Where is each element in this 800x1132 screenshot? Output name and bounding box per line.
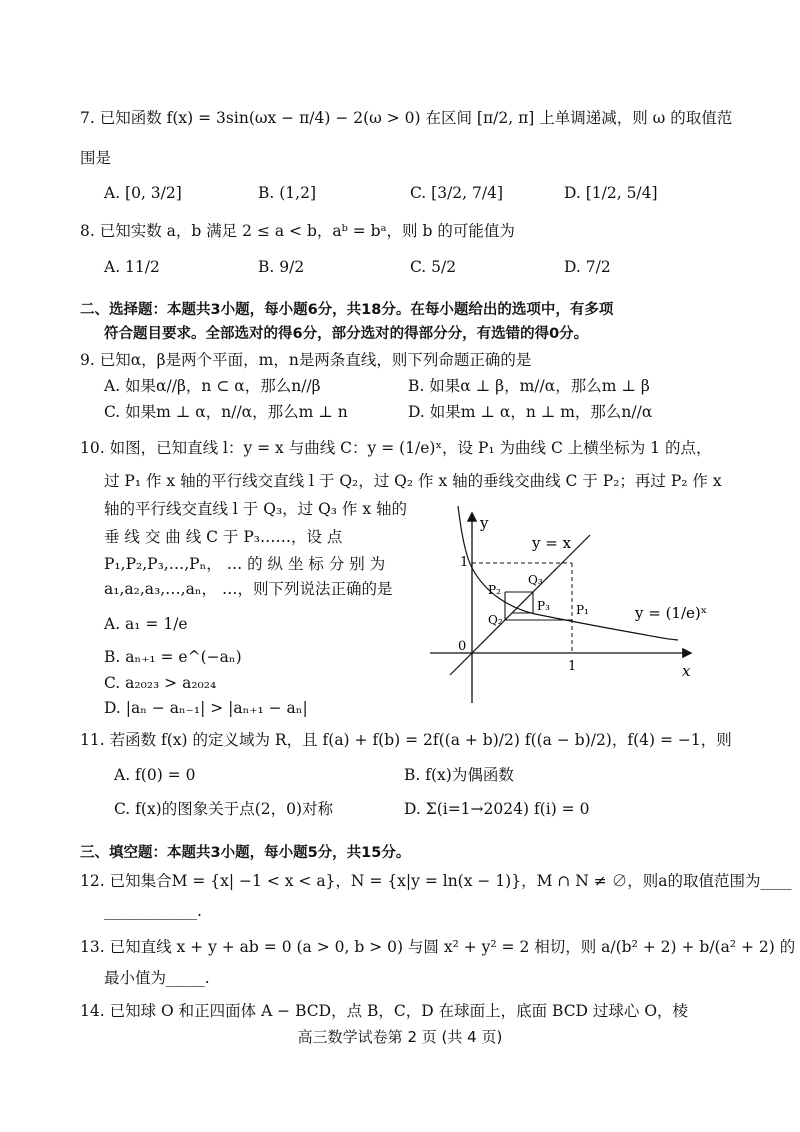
q8-option-d: D. 7/2 (564, 258, 611, 276)
q11-option-a: A. f(0) = 0 (114, 766, 196, 784)
q10-stem-line3: 轴的平行线交直线 l 于 Q₃，过 Q₃ 作 x 轴的 (104, 500, 408, 518)
q10-stem-line5: P₁,P₂,P₃,…,Pₙ， … 的 纵 坐 标 分 别 为 (104, 555, 386, 573)
q7-option-c: C. [3/2, 7/4] (410, 184, 503, 202)
q8-stem: 8. 已知实数 a，b 满足 2 ≤ a < b，aᵇ = bᵃ，则 b 的可能值为 (80, 222, 515, 240)
q10-stem-line2: 过 P₁ 作 x 轴的平行线交直线 l 于 Q₂，过 Q₂ 作 x 轴的垂线交曲线 C 于 P₂；再过 P₂ 作 x (104, 472, 722, 490)
y-axis-label: y (480, 514, 489, 532)
label-p2: P₂ (488, 583, 501, 597)
q13-stem: 13. 已知直线 x + y + ab = 0 (a > 0, b > 0) 与圆 x² + y² = 2 相切，则 a/(b² + 2) + b/(a² + 2) 的 (80, 938, 796, 956)
q11-stem: 11. 若函数 f(x) 的定义域为 R，且 f(a) + f(b) = 2f((a + b)/2) f((a − b)/2)，f(4) = −1，则 (80, 731, 732, 749)
x-axis-label: x (682, 662, 691, 680)
q9-option-c: C. 如果m ⊥ α，n//α，那么m ⊥ n (104, 403, 348, 421)
q12-stem: 12. 已知集合M = {x| −1 < x < a}，N = {x|y = ln(x − 1)}，M ∩ N ≠ ∅，则a的取值范围为____ (80, 872, 792, 890)
q7-option-d: D. [1/2, 5/4] (564, 184, 658, 202)
q7-stem-cont: 围是 (80, 149, 112, 167)
q9-option-b: B. 如果α ⊥ β，m//α，那么m ⊥ β (408, 377, 650, 395)
q10-figure (420, 498, 710, 710)
label-p3: P₃ (537, 599, 550, 613)
line-label: y = x (532, 534, 572, 552)
q9-option-a: A. 如果α//β，n ⊂ α，那么n//β (104, 377, 321, 395)
tick-x-1: 1 (568, 659, 577, 674)
q8-option-a: A. 11/2 (104, 258, 160, 276)
q7-stem: 7. 已知函数 f(x) = 3sin(ωx − π/4) − 2(ω > 0) 在区间 [π/2, π] 上单调递减，则 ω 的取值范 (80, 109, 733, 127)
tick-y-1: 1 (460, 555, 469, 570)
q10-stem-line4: 垂 线 交 曲 线 C 于 P₃……，设 点 (104, 528, 343, 546)
q11-option-d: D. Σ(i=1→2024) f(i) = 0 (404, 800, 590, 818)
q9-option-d: D. 如果m ⊥ α，n ⊥ m，那么n//α (408, 403, 653, 421)
q10-option-b: B. aₙ₊₁ = e^(−aₙ) (104, 648, 242, 666)
q14-stem: 14. 已知球 O 和正四面体 A − BCD，点 B，C，D 在球面上，底面 BCD 过球心 O，棱 (80, 1002, 689, 1020)
section-2-heading: 二、选择题：本题共3小题，每小题6分，共18分。在每小题给出的选项中，有多项 (80, 302, 614, 318)
q10-stem-line6: a₁,a₂,a₃,…,aₙ， …，则下列说法正确的是 (104, 580, 393, 598)
q10-stem: 10. 如图，已知直线 l：y = x 与曲线 C：y = (1/e)ˣ，设 P₁ 为曲线 C 上横坐标为 1 的点， (80, 439, 712, 457)
q10-option-d: D. |aₙ − aₙ₋₁| > |aₙ₊₁ − aₙ| (104, 699, 308, 717)
line-y-equals-x (450, 535, 590, 675)
q11-option-c: C. f(x)的图象关于点(2，0)对称 (114, 800, 334, 818)
q12-answer-blank: ____________. (104, 902, 202, 920)
page-footer: 高三数学试卷第 2 页 (共 4 页) (297, 1028, 503, 1046)
section-2-instructions: 符合题目要求。全部选对的得6分，部分选对的得部分分，有选错的得0分。 (104, 326, 589, 342)
curve-label: y = (1/e)ˣ (635, 604, 708, 622)
section-3-heading: 三、填空题：本题共3小题，每小题5分，共15分。 (80, 845, 411, 861)
q7-option-b: B. (1,2] (258, 184, 316, 202)
q8-option-c: C. 5/2 (410, 258, 457, 276)
label-p1: P₁ (576, 603, 589, 617)
origin-label: 0 (458, 639, 467, 654)
q10-option-c: C. a₂₀₂₃ > a₂₀₂₄ (104, 674, 217, 692)
q7-option-a: A. [0, 3/2] (104, 184, 182, 202)
q9-stem: 9. 已知α，β是两个平面，m，n是两条直线，则下列命题正确的是 (80, 351, 532, 369)
q11-option-b: B. f(x)为偶函数 (404, 766, 514, 784)
label-q2: Q₂ (488, 613, 503, 627)
q13-stem-cont: 最小值为_____. (104, 969, 210, 987)
q8-option-b: B. 9/2 (258, 258, 305, 276)
label-q3: Q₃ (528, 573, 543, 587)
q10-option-a: A. a₁ = 1/e (104, 615, 188, 633)
